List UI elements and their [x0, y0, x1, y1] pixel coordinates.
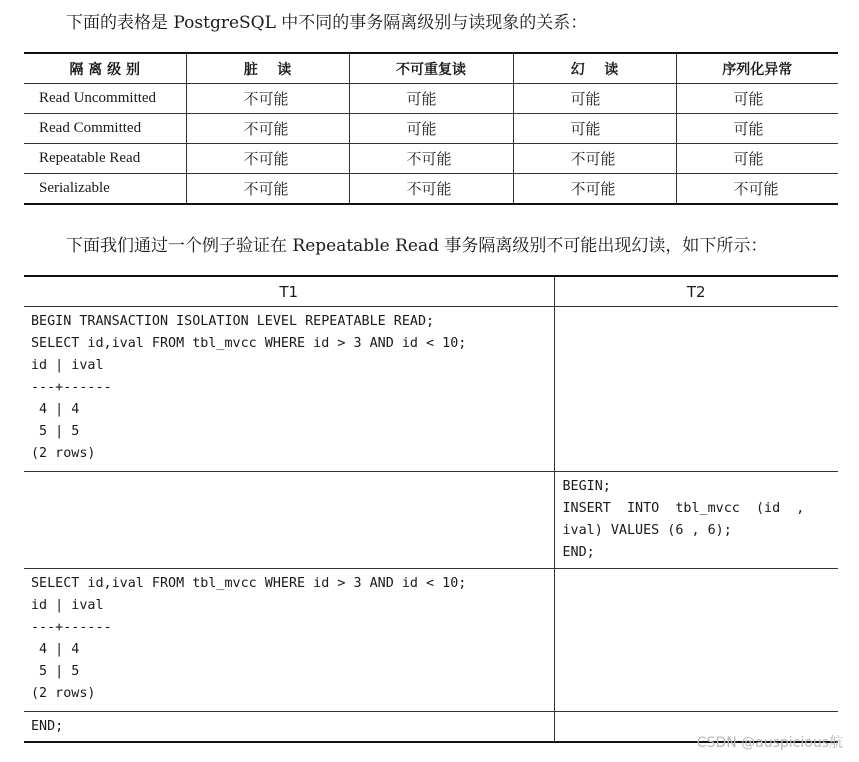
- table-cell: 可能: [676, 84, 838, 114]
- t2-code-block: BEGIN; INSERT INTO tbl_mvcc (id , ival) VALUES (6 , 6); END;: [562, 479, 805, 560]
- intro-text: 下面的表格是 PostgreSQL 中不同的事务隔离级别与读现象的关系：: [66, 13, 588, 33]
- t1-cell: [24, 569, 554, 712]
- isolation-level-name: Serializable: [24, 174, 186, 205]
- isolation-level-table: [24, 52, 838, 205]
- t1-code-block: SELECT id,ival FROM tbl_mvcc WHERE id > 3 AND id < 10; id | ival ---+------ 4 | 4 5 | 5 (2 rows): [31, 576, 467, 701]
- t1-cell: [24, 712, 554, 742]
- t2-cell: [554, 569, 838, 712]
- t2-cell: [554, 472, 838, 569]
- t1-code-block: [24, 472, 554, 476]
- t2-code-block: [555, 712, 839, 716]
- table-cell: 可能: [676, 144, 838, 174]
- table-cell: 不可能: [513, 174, 676, 205]
- example-intro-text: 下面我们通过一个例子验证在 Repeatable Read 事务隔离级别不可能出现幻读，如下所示：: [66, 236, 768, 256]
- isolation-level-name: Read Committed: [24, 114, 186, 144]
- col-header-t1: T1: [24, 276, 554, 307]
- t1-code-block: BEGIN TRANSACTION ISOLATION LEVEL REPEATABLE READ; SELECT id,ival FROM tbl_mvcc WHERE id > 3 AND id < 10; id | ival ---+------ 4 | 4 5 | 5 (2 rows): [31, 314, 467, 461]
- table-cell: 不可能: [349, 144, 513, 174]
- col-header-phantom-read: 幻 读: [513, 53, 676, 84]
- table-cell: 可能: [349, 84, 513, 114]
- table-cell: 可能: [513, 114, 676, 144]
- t1-cell: [24, 472, 554, 569]
- table-cell: 可能: [513, 84, 676, 114]
- table-cell: 不可能: [186, 174, 349, 205]
- table-row: [24, 307, 838, 472]
- table-cell: 不可能: [186, 114, 349, 144]
- table-cell: 不可能: [186, 144, 349, 174]
- csdn-watermark: CSDN @auspicious航: [696, 735, 843, 751]
- table-row: [24, 144, 838, 174]
- example-table-header-row: [24, 276, 838, 307]
- isolation-level-name: Read Uncommitted: [24, 84, 186, 114]
- col-header-t2: T2: [554, 276, 838, 307]
- table-row: [24, 472, 838, 569]
- t2-cell: [554, 307, 838, 472]
- table-cell: 可能: [349, 114, 513, 144]
- isolation-level-name: Repeatable Read: [24, 144, 186, 174]
- transaction-example-table: [24, 275, 838, 743]
- t2-code-block: [555, 307, 839, 311]
- table-cell: 不可能: [513, 144, 676, 174]
- table-cell: 不可能: [676, 174, 838, 205]
- table-cell: 可能: [676, 114, 838, 144]
- t2-code-block: [555, 569, 839, 573]
- isolation-table-header-row: [24, 53, 838, 84]
- t1-cell: [24, 307, 554, 472]
- table-row: [24, 174, 838, 205]
- table-row: [24, 114, 838, 144]
- col-header-isolation-level: 隔 离 级 别: [24, 53, 186, 84]
- t1-code-block: END;: [31, 719, 64, 734]
- table-cell: 不可能: [186, 84, 349, 114]
- col-header-nonrepeatable-read: 不可重复读: [349, 53, 513, 84]
- col-header-dirty-read: 脏 读: [186, 53, 349, 84]
- col-header-serialization-anomaly: 序列化异常: [676, 53, 838, 84]
- table-row: [24, 569, 838, 712]
- table-row: [24, 84, 838, 114]
- table-cell: 不可能: [349, 174, 513, 205]
